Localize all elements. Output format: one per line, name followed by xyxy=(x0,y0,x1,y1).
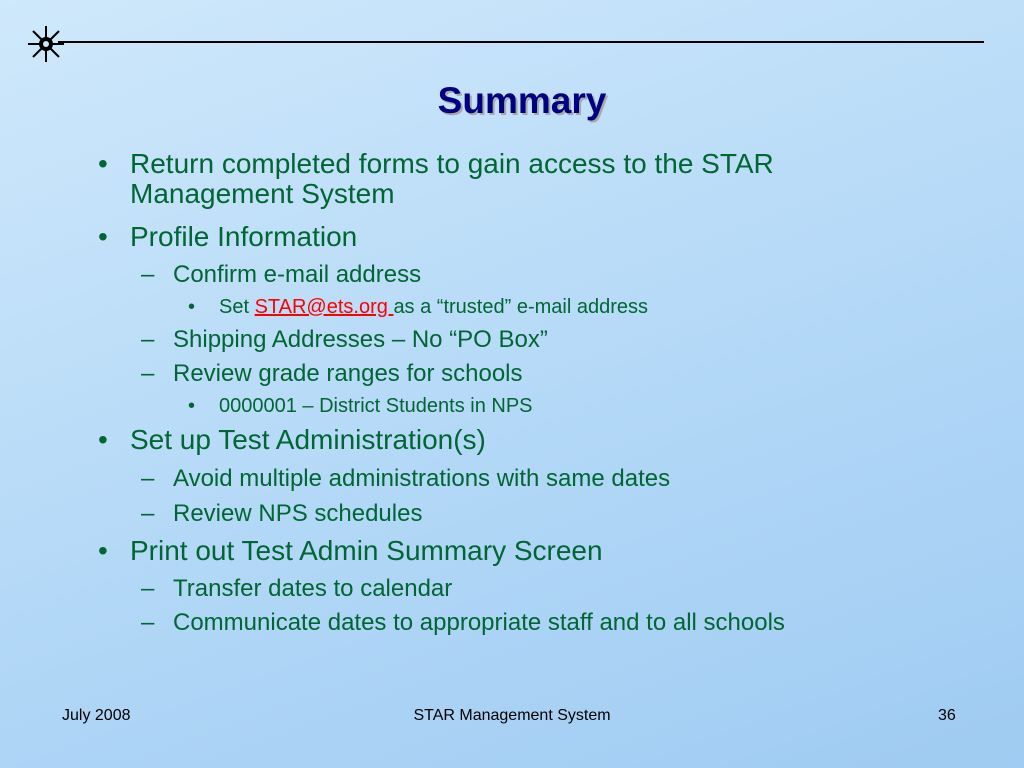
slide-title: Summary xyxy=(437,80,607,121)
subitem-review-grade-ranges: – Review grade ranges for schools xyxy=(141,360,523,387)
dash-marker: – xyxy=(141,261,155,288)
bullet-marker: • xyxy=(98,424,108,455)
bullet-marker: • xyxy=(98,221,108,252)
bullet-print-summary: • Print out Test Admin Summary Screen xyxy=(98,535,603,566)
footer-title: STAR Management System xyxy=(413,707,611,724)
bullet-marker: • xyxy=(98,535,108,566)
dash-marker: – xyxy=(141,326,155,353)
footer-page-number: 36 xyxy=(938,707,956,724)
subitem-transfer-dates: – Transfer dates to calendar xyxy=(141,575,453,602)
star-compass-logo-icon xyxy=(24,22,68,66)
top-divider xyxy=(58,41,984,43)
bullet-profile-information: • Profile Information xyxy=(98,221,358,252)
subitem-review-nps: – Review NPS schedules xyxy=(141,500,423,527)
subitem-communicate-dates: – Communicate dates to appropriate staff and to all schools xyxy=(141,609,785,636)
subitem-shipping-addresses: – Shipping Addresses – No “PO Box” xyxy=(141,326,548,353)
dash-marker: – xyxy=(141,465,155,492)
subitem-confirm-email: – Confirm e-mail address xyxy=(141,261,422,288)
email-link[interactable]: STAR@ets.org xyxy=(254,296,394,318)
bullet-setup-test-admin: • Set up Test Administration(s) xyxy=(98,424,486,455)
bullet-return-forms: • Return completed forms to gain access to the STAR Management System xyxy=(98,148,774,209)
subitem-avoid-multiple: – Avoid multiple administrations with same dates xyxy=(141,465,671,492)
dash-marker: – xyxy=(141,500,155,527)
footer-date: July 2008 xyxy=(62,707,131,724)
bullet-marker: • xyxy=(188,296,196,318)
dash-marker: – xyxy=(141,360,155,387)
bullet-marker: • xyxy=(188,395,196,417)
dash-marker: – xyxy=(141,609,155,636)
bullet-marker: • xyxy=(98,148,108,179)
subsubitem-district-students: • 0000001 – District Students in NPS xyxy=(188,395,533,417)
dash-marker: – xyxy=(141,575,155,602)
subsubitem-trusted-email: • Set STAR@ets.org as a “trusted” e-mail address xyxy=(188,296,648,318)
